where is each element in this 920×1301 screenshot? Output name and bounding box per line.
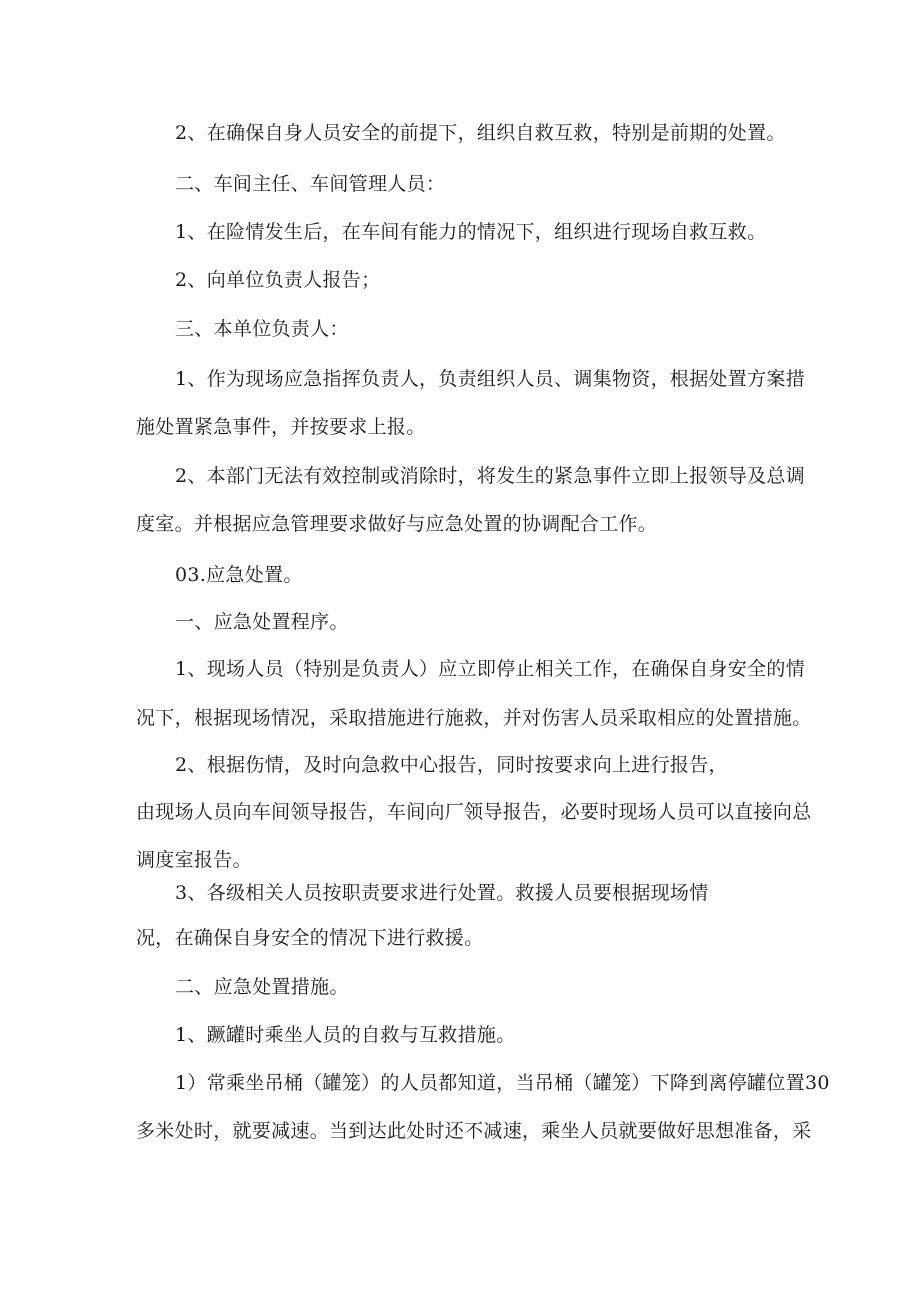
text-line: 施处置紧急事件，并按要求上报。: [136, 416, 426, 438]
section-heading: 二、应急处置措施。: [175, 976, 349, 998]
section-heading: 一、应急处置程序。: [175, 611, 349, 633]
text-line: 度室。并根据应急管理要求做好与应急处置的协调配合工作。: [136, 513, 658, 535]
text-line: 1、作为现场应急指挥负责人，负责组织人员、调集物资，根据处置方案措: [175, 368, 805, 390]
text-line: 多米处时，就要减速。当到达此处时还不减速，乘坐人员就要做好思想准备，采: [136, 1120, 812, 1142]
text-line: 由现场人员向车间领导报告，车间向厂领导报告，必要时现场人员可以直接向总: [136, 801, 812, 823]
section-heading: 三、本单位负责人：: [175, 318, 349, 340]
text-line: 2、在确保自身人员安全的前提下，组织自救互救，特别是前期的处置。: [175, 122, 786, 144]
text-line: 1）常乘坐吊桶（罐笼）的人员都知道，当吊桶（罐笼）下降到离停罐位置30: [175, 1072, 830, 1094]
section-heading: 03.应急处置。: [175, 564, 303, 586]
text-line: 况下，根据现场情况，采取措施进行施救，并对伤害人员采取相应的处置措施。: [136, 707, 812, 729]
text-line: 况，在确保自身安全的情况下进行救援。: [136, 927, 484, 949]
section-heading: 二、车间主任、车间管理人员：: [175, 173, 446, 195]
text-line: 1、蹶罐时乘坐人员的自救与互救措施。: [175, 1024, 516, 1046]
text-line: 2、本部门无法有效控制或消除时，将发生的紧急事件立即上报领导及总调: [175, 465, 805, 487]
text-line: 1、在险情发生后，在车间有能力的情况下，组织进行现场自救互救。: [175, 221, 767, 243]
text-line: 调度室报告。: [136, 849, 252, 871]
text-line: 2、向单位负责人报告；: [175, 269, 381, 291]
text-line: 1、现场人员（特别是负责人）应立即停止相关工作，在确保自身安全的情: [175, 658, 805, 680]
text-line: 2、根据伤情，及时向急救中心报告，同时按要求向上进行报告，: [175, 754, 728, 776]
text-line: 3、各级相关人员按职责要求进行处置。救援人员要根据现场情: [175, 882, 709, 904]
